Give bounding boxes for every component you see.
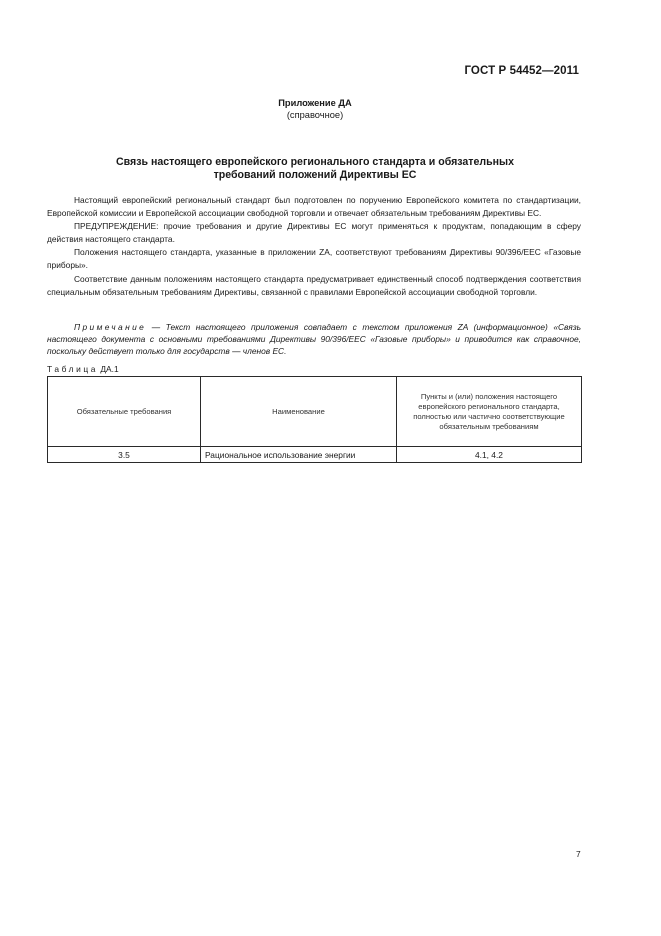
body-text (47, 194, 581, 299)
appendix-title: Приложение ДА (278, 98, 352, 108)
table-header-cell: Наименование (201, 377, 397, 447)
table-cell: 3.5 (48, 447, 201, 463)
table-caption (47, 364, 119, 374)
table-cell: 4.1, 4.2 (397, 447, 582, 463)
table-header-cell: Пункты и (или) положения настоящего европейского регионального стандарта, полностью или частично соответствующие обязательным требованиям (397, 377, 582, 447)
table-caption-word: Таблица (47, 364, 99, 374)
appendix-subtitle: (справочное) (286, 110, 344, 120)
table-header-cell: Обязательные требования (48, 377, 201, 447)
paragraph: Соответствие данным положениям настоящего стандарта предусматривает единственный способ подтверждения соответствия специальным обязательным требованиям Директивы, связанной с правилами Европейской ассоциации свободной торговли. (47, 273, 581, 297)
table-caption-id: ДА.1 (98, 364, 119, 374)
appendix-heading (0, 97, 630, 121)
paragraph: ПРЕДУПРЕЖДЕНИЕ: прочие требования и другие Директивы ЕС могут применяться к продуктам, попадающим в сферу действия настоящего стандарта. (47, 221, 581, 245)
page-number: 7 (576, 849, 581, 859)
requirements-table (47, 376, 582, 463)
note-label: Примечание (74, 322, 147, 332)
table-header-row (48, 377, 582, 447)
document-title-line-1: Связь настоящего европейского регионального стандарта и обязательных (116, 156, 514, 168)
standard-code: ГОСТ Р 54452—2011 (464, 65, 579, 77)
note-text: — Текст настоящего приложения совпадает с текстом приложения ZA (информационное) «Связь настоящего документа с основными требованиями Директивы 90/396/ЕЕС «Газовые приборы» и приводится как справочное, поскольку действует только для государств — членов ЕС. (47, 322, 581, 357)
note (47, 321, 581, 357)
table-cell: Рациональное использование энергии (201, 447, 397, 463)
table-row (48, 447, 582, 463)
document-title (0, 156, 630, 182)
paragraph: Положения настоящего стандарта, указанные в приложении ZA, соответствуют требованиям Директивы 90/396/ЕЕС «Газовые приборы». (47, 247, 581, 271)
paragraph: Настоящий европейский региональный стандарт был подготовлен по поручению Европейского комитета по стандартизации, Европейской комиссии и Европейской ассоциации свободной торговли и отвечает обязательным требованиям Директивы ЕС. (47, 195, 581, 219)
document-title-line-2: требований положений Директивы ЕС (213, 169, 417, 181)
